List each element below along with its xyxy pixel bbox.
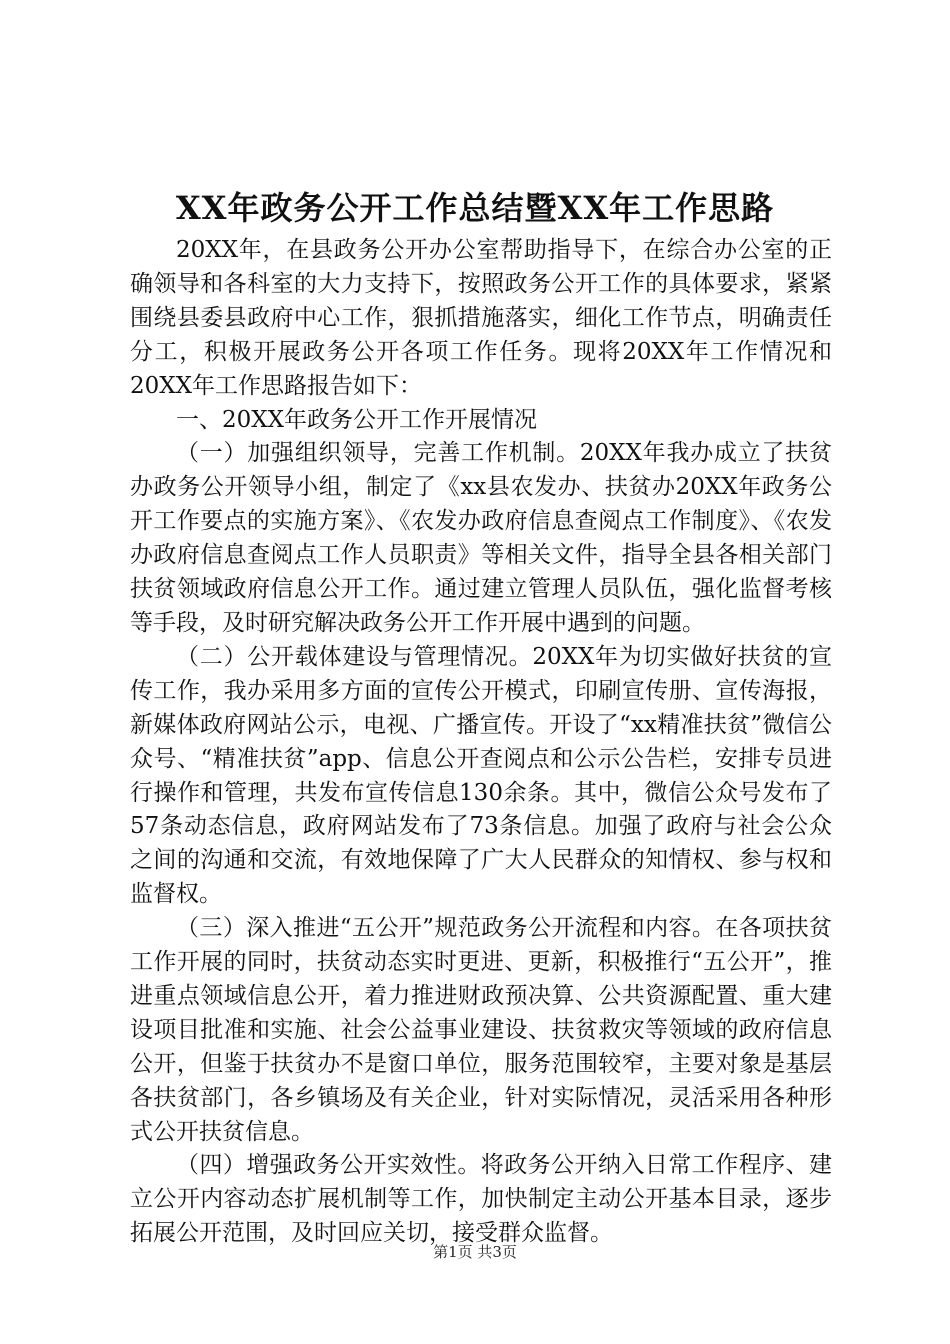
- section-heading: 一、20XX年政务公开工作开展情况: [176, 406, 538, 433]
- paragraph-item-1: （一）加强组织领导，完善工作机制。20XX年我办成立了扶贫办政务公开领导小组，制定了《xx县农发办、扶贫办20XX年政务公开工作要点的实施方案》、《农发办政府信息查阅点工作制度》、《农发办政府信息查阅点工作人员职责》等相关文件，指导全县各相关部门扶贫领域政府信息公开工作。通过建立管理人员队伍，强化监督考核等手段，及时研究解决政务公开工作开展中遇到的问题。: [130, 440, 832, 636]
- intro-paragraph: 20XX年，在县政务公开办公室帮助指导下，在综合办公室的正确领导和各科室的大力支持下，按照政务公开工作的具体要求，紧紧围绕县委县政府中心工作，狠抓措施落实，细化工作节点，明确责任分工，积极开展政务公开各项工作任务。现将20XX年工作情况和20XX年工作思路报告如下：: [130, 237, 832, 399]
- paragraph-item-4: （四）增强政务公开实效性。将政务公开纳入日常工作程序、建立公开内容动态扩展机制等工作，加快制定主动公开基本目录，逐步拓展公开范围，及时回应关切，接受群众监督。: [130, 1152, 832, 1247]
- paragraph-item-3: （三）深入推进“五公开”规范政务公开流程和内容。在各项扶贫工作开展的同时，扶贫动态实时更进、更新，积极推行“五公开”，推进重点领域信息公开，着力推进财政预决算、公共资源配置、重大建设项目批准和实施、社会公益事业建设、扶贫救灾等领域的政府信息公开，但鉴于扶贫办不是窗口单位，服务范围较窄，主要对象是基层各扶贫部门，各乡镇场及有关企业，针对实际情况，灵活采用各种形式公开扶贫信息。: [130, 915, 832, 1145]
- document-title: XX年政务公开工作总结暨XX年工作思路: [175, 189, 775, 227]
- page-footer: 第1页 共3页: [433, 1243, 517, 1261]
- document-body: [130, 234, 832, 1251]
- paragraph-item-2: （二）公开载体建设与管理情况。20XX年为切实做好扶贫的宣传工作，我办采用多方面的宣传公开模式，印刷宣传册、宣传海报，新媒体政府网站公示，电视、广播宣传。开设了“xx精准扶贫”微信公众号、“精准扶贫”app、信息公开查阅点和公示公告栏，安排专员进行操作和管理，共发布宣传信息130余条。其中，微信公众号发布了57条动态信息，政府网站发布了73条信息。加强了政府与社会公众之间的沟通和交流，有效地保障了广大人民群众的知情权、参与权和监督权。: [130, 643, 832, 908]
